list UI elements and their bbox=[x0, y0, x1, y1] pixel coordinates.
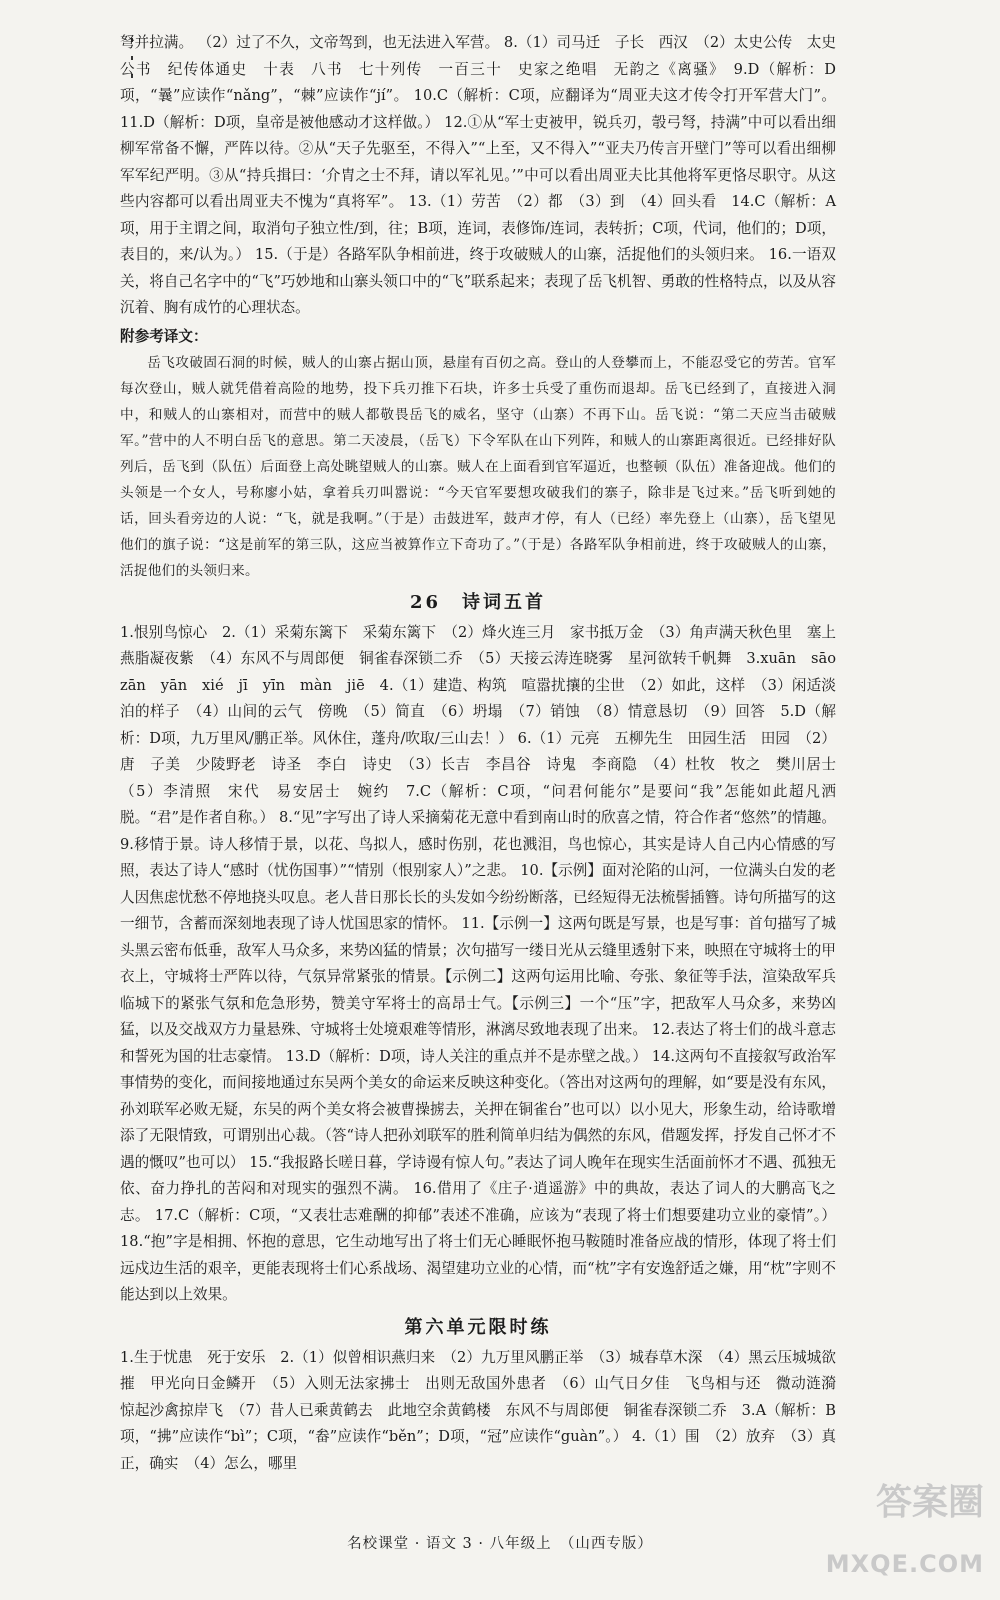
page-content bbox=[120, 30, 851, 1477]
section3-answers: 1.生于忧患 死于安乐 2.（1）似曾相识燕归来 （2）九万里风鹏正举 （3）城春草木深 （4）黑云压城城欲摧 甲光向日金鳞开 （5）入则无法家拂士 出则无敌国外患者 （6）山气日夕佳 飞鸟相与还 微动涟漪 惊起沙禽掠岸飞 （7）昔人已乘黄鹤去 此地空余黄鹤楼 东风不与周郎便 铜雀春深锁二乔 3.A（解析：B项，“拂”应读作“bì”；C项，“畚”应读作“běn”；D项，“冠”应读作“guàn”。） 4.（1）围 （2）放弃 （3）真正，确实 （4）怎么，哪里 bbox=[120, 1348, 851, 1472]
watermark bbox=[820, 1468, 990, 1588]
watermark-url: MXQE.COM bbox=[825, 1550, 984, 1578]
section1-answers: 弩并拉满。 （2）过了不久，文帝驾到，也无法进入军营。 8.（1）司马迁 子长 西汉 （2）太史公传 太史公书 纪传体通史 十表 八书 七十列传 一百三十 史家之绝唱 无韵之《离骚》 9.D（解析：D项，“曩”应读作“nǎng”，“棘”应读作“jí”。 10.C（解析：C项，应翻译为“周亚夫这才传令打开军营大门”。 11.D（解析：D项，皇帝是被他感动才这样做。） 12.①从“军士吏被甲，锐兵刃，彀弓弩，持满”中可以看出细柳军常备不懈，严阵以待。②从“天子先驱至，不得入”“上至，又不得入”“亚夫乃传言开壁门”等可以看出细柳军军纪严明。③从“持兵揖曰：‘介胄之士不拜，请以军礼见。’”中可以看出周亚夫比其他将军更恪尽职守。从这些内容都可以看出周亚夫不愧为“真将军”。 13.（1）劳苦 （2）都 （3）到 （4）回头看 14.C（解析：A项，用于主谓之间，取消句子独立性/到，往；B项，连词，表修饰/连词，表转折；C项，代词，他们的；D项，表目的，来/认为。） 15.（于是）各路军队争相前进，终于攻破贼人的山寨，活捉他们的头领归来。 16.一语双关，将自己名字中的“飞”巧妙地和山寨头领口中的“飞”联系起来；表现了岳飞机智、勇敢的性格特点，以及从容沉着、胸有成竹的心理状态。 bbox=[120, 34, 836, 316]
watermark-logo: 答案圈 bbox=[875, 1482, 984, 1523]
section2-answers: 1.恨别鸟惊心 2.（1）采菊东篱下 采菊东篱下 （2）烽火连三月 家书抵万金 （3）角声满天秋色里 塞上燕脂凝夜紫 （4）东风不与周郎便 铜雀春深锁二乔 （5）天接云涛连晓雾 星河欲转千帆舞 3.xuān sāo zān yān xié jī yīn màn jiē 4.（1）建造、构筑 喧嚣扰攘的尘世 （2）如此，这样 （3）闲适淡泊的样子 （4）山间的云气 傍晚 （5）简直 （6）坍塌 （7）销蚀 （8）情意恳切 （9）回答 5.D（解析：D项，九万里风/鹏正举。风休住，蓬舟/吹取/三山去！） 6.（1）元亮 五柳先生 田园生活 田园 （2）唐 子美 少陵野老 诗圣 李白 诗史 （3）长吉 李昌谷 诗鬼 李商隐 （4）杜牧 牧之 樊川居士 （5）李清照 宋代 易安居士 婉约 7.C（解析：C项，“问君何能尔”是要问“我”怎能如此超凡洒脱。“君”是作者自称。） 8.“见”字写出了诗人采摘菊花无意中看到南山时的欣喜之情，符合作者“悠然”的情趣。 9.移情于景。诗人移情于景，以花、鸟拟人，感时伤别，花也溅泪，鸟也惊心，其实是诗人自己内心情感的写照，表达了诗人“感时（忧伤国事）”“情别（恨别家人）”之悲。 10.【示例】面对沦陷的山河，一位满头白发的老人因焦虑忧愁不停地挠头叹息。老人昔日那长长的头发如今纷纷断落，已经短得无法梳髻插簪。诗句所描写的这一细节，含蓄而深刻地表现了诗人忧国思家的情怀。 11.【示例一】这两句既是写景，也是写事：首句描写了城头黑云密布低垂，敌军人马众多，来势凶猛的情景；次句描写一缕日光从云缝里透射下来，映照在守城将士的甲衣上，守城将士严阵以待，气氛异常紧张的情景。【示例二】这两句运用比喻、夸张、象征等手法，渲染敌军兵临城下的紧张气氛和危急形势，赞美守军将士的高昂士气。【示例三】一个“压”字，把敌军人马众多，来势凶猛，以及交战双方力量悬殊、守城将士处境艰难等情形，淋漓尽致地表现了出来。 12.表达了将士们的战斗意志和誓死为国的壮志豪情。 13.D（解析：D项，诗人关注的重点并不是赤壁之战。） 14.这两句不直接叙写政治军事情势的变化，而间接地通过东吴两个美女的命运来反映这种变化。（答出对这两句的理解，如“要是没有东风，孙刘联军必败无疑，东吴的两个美女将会被曹操掳去，关押在铜雀台”也可以）以小见大，形象生动，给诗歌增添了无限情致，可谓别出心裁。（答“诗人把孙刘联军的胜利简单归结为偶然的东风，借题发挥，抒发自己怀才不遇的慨叹”也可以） 15.“我报路长嗟日暮，学诗谩有惊人句。”表达了词人晚年在现实生活面前怀才不遇、孤独无依、奋力挣扎的苦闷和对现实的强烈不满。 16.借用了《庄子·逍遥游》中的典故，表达了词人的大鹏高飞之志。 17.C（解析：C项，“又表壮志难酬的抑郁”表述不准确，应该为“表现了将士们想要建功立业的豪情”。） 18.“抱”字是相拥、怀抱的意思，它生动地写出了将士们无心睡眠怀抱马鞍随时准备应战的情形，体现了将士们远戍边生活的艰辛，更能表现将士们心系战场、渴望建功立业的心情，而“枕”字有安逸舒适之嫌，用“枕”字则不能达到以上效果。 bbox=[120, 623, 851, 1303]
section3-title: 第六单元限时练 bbox=[404, 1316, 552, 1338]
translation-label: 附参考译文： bbox=[120, 327, 208, 345]
section2-title: 26 诗词五首 bbox=[409, 591, 547, 613]
translation-text: 岳飞攻破固石洞的时候，贼人的山寨占据山顶，悬崖有百仞之高。登山的人登攀而上，不能忍受它的劳苦。官军每次登山，贼人就凭借着高险的地势，投下兵刃推下石块，许多士兵受了重伤而退却。岳飞已经到了，直接进入洞中，和贼人的山寨相对，而营中的贼人都敬畏岳飞的威名，坚守（山寨）不再下山。岳飞说：“第二天应当击破贼军。”营中的人不明白岳飞的意思。第二天凌晨，（岳飞）下令军队在山下列阵，和贼人的山寨距离很近。已经排好队列后，岳飞到（队伍）后面登上高处眺望贼人的山寨。贼人在上面看到官军逼近，也整顿（队伍）准备迎战。他们的头领是一个女人，号称廖小姑，拿着兵刃叫嚣说：“今天官军要想攻破我们的寨子，除非是飞过来。”岳飞听到她的话，回头看旁边的人说：“飞，就是我啊。”（于是）击鼓进军，鼓声才停，有人（已经）率先登上（山寨），岳飞望见他们的旗子说：“这是前军的第三队，这应当被算作立下奇功了。”（于是）各路军队争相前进，终于攻破贼人的山寨，活捉他们的头领归来。 bbox=[120, 354, 836, 579]
page-footer: 名校课堂 · 语文 3 · 八年级上 （山西专版） bbox=[347, 1536, 653, 1552]
